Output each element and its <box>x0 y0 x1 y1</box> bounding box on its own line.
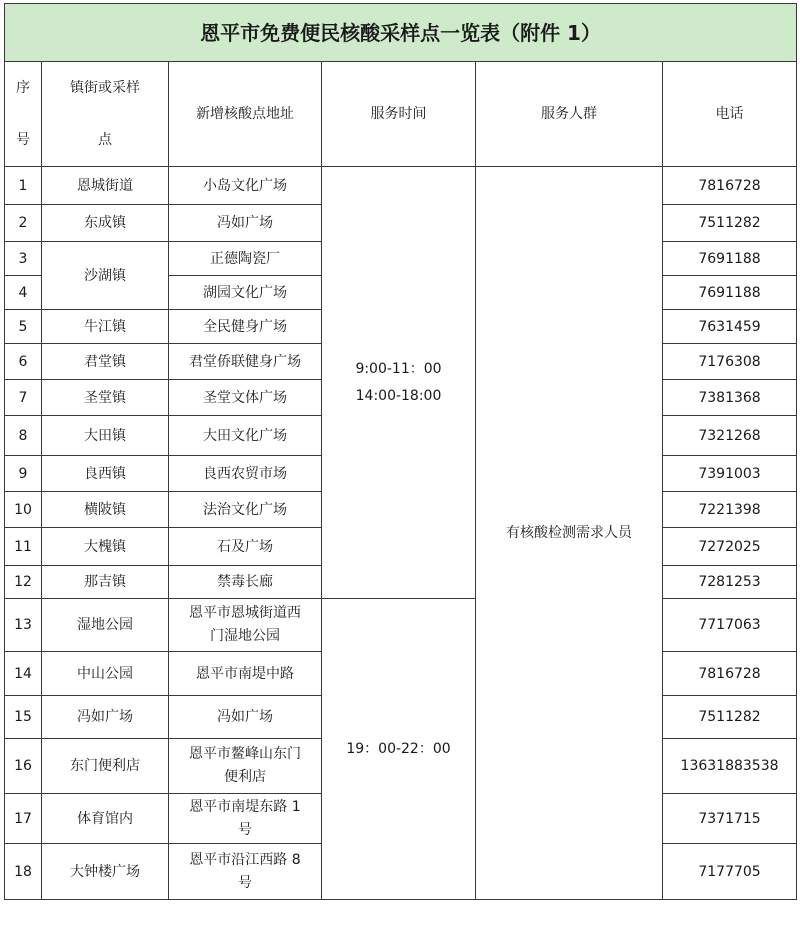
address-cell <box>169 344 322 380</box>
service-time-daytime <box>322 167 476 599</box>
phone-cell: 7221398 <box>663 492 797 528</box>
table-row <box>5 167 797 205</box>
address-line1: 石及广场 <box>217 538 273 555</box>
row-index: 6 <box>5 344 42 380</box>
service-time-evening: 19：00-22：00 <box>322 599 476 900</box>
row-index: 8 <box>5 416 42 456</box>
address-cell <box>169 416 322 456</box>
address-line1: 法治文化广场 <box>203 501 287 518</box>
address-line1: 大田文化广场 <box>203 427 287 444</box>
address-cell <box>169 380 322 416</box>
address-cell <box>169 599 322 652</box>
town-cell: 大田镇 <box>42 416 169 456</box>
service-people: 有核酸检测需求人员 <box>476 167 663 900</box>
address-line1: 正德陶瓷厂 <box>210 250 280 267</box>
address-cell <box>169 167 322 205</box>
header-index-line1: 序 <box>16 80 30 96</box>
town-cell: 良西镇 <box>42 456 169 492</box>
row-index: 10 <box>5 492 42 528</box>
row-index: 2 <box>5 205 42 242</box>
town-cell: 大钟楼广场 <box>42 844 169 900</box>
address-line2: 号 <box>238 821 252 838</box>
town-cell: 湿地公园 <box>42 599 169 652</box>
town-cell: 圣堂镇 <box>42 380 169 416</box>
phone-cell: 7177705 <box>663 844 797 900</box>
phone-cell: 7691188 <box>663 276 797 310</box>
town-cell: 冯如广场 <box>42 696 169 739</box>
phone-cell: 7381368 <box>663 380 797 416</box>
row-index: 5 <box>5 310 42 344</box>
address-line1: 冯如广场 <box>217 215 273 231</box>
header-people: 服务人群 <box>476 62 663 167</box>
row-index: 14 <box>5 652 42 696</box>
address-cell <box>169 456 322 492</box>
row-index: 17 <box>5 794 42 844</box>
address-line1: 全民健身广场 <box>203 318 287 335</box>
town-cell: 东成镇 <box>42 205 169 242</box>
address-line1: 小岛文化广场 <box>203 177 287 194</box>
row-index: 11 <box>5 528 42 566</box>
address-cell <box>169 276 322 310</box>
phone-cell: 7391003 <box>663 456 797 492</box>
phone-cell: 7321268 <box>663 416 797 456</box>
address-line1: 湖园文化广场 <box>203 284 287 301</box>
town-cell: 君堂镇 <box>42 344 169 380</box>
header-index-line2: 号 <box>16 132 30 148</box>
town-cell: 大槐镇 <box>42 528 169 566</box>
address-cell <box>169 242 322 276</box>
time-line2: 14:00-18:00 <box>355 387 442 404</box>
header-index <box>5 62 42 167</box>
address-line2: 门湿地公园 <box>210 628 280 644</box>
address-line1: 恩平市鳌峰山东门 <box>189 746 301 762</box>
row-index: 18 <box>5 844 42 900</box>
phone-cell: 13631883538 <box>663 739 797 794</box>
address-line1: 良西农贸市场 <box>203 465 287 482</box>
town-cell: 沙湖镇 <box>42 242 169 310</box>
address-cell <box>169 492 322 528</box>
town-cell: 中山公园 <box>42 652 169 696</box>
address-line1: 冯如广场 <box>217 709 273 725</box>
address-cell <box>169 696 322 739</box>
address-line1: 禁毒长廊 <box>217 574 273 590</box>
row-index: 7 <box>5 380 42 416</box>
phone-cell: 7176308 <box>663 344 797 380</box>
row-index: 4 <box>5 276 42 310</box>
row-index: 9 <box>5 456 42 492</box>
row-index: 12 <box>5 566 42 599</box>
address-cell <box>169 205 322 242</box>
sampling-points-table <box>4 3 797 900</box>
phone-cell: 7691188 <box>663 242 797 276</box>
address-line1: 恩平市沿江西路 8 <box>189 851 301 868</box>
town-cell: 横陂镇 <box>42 492 169 528</box>
address-cell <box>169 794 322 844</box>
header-town-line1: 镇街或采样 <box>70 80 140 96</box>
town-cell: 牛江镇 <box>42 310 169 344</box>
row-index: 15 <box>5 696 42 739</box>
header-time: 服务时间 <box>322 62 476 167</box>
header-town-line2: 点 <box>98 132 112 148</box>
header-row <box>5 62 797 167</box>
phone-cell: 7717063 <box>663 599 797 652</box>
table-title: 恩平市免费便民核酸采样点一览表（附件 1） <box>5 4 797 62</box>
address-cell <box>169 566 322 599</box>
phone-cell: 7631459 <box>663 310 797 344</box>
phone-cell: 7371715 <box>663 794 797 844</box>
address-line2: 便利店 <box>224 769 266 785</box>
time-line1: 9:00-11：00 <box>355 360 442 377</box>
phone-cell: 7281253 <box>663 566 797 599</box>
address-cell <box>169 310 322 344</box>
row-index: 16 <box>5 739 42 794</box>
header-phone: 电话 <box>663 62 797 167</box>
town-cell: 恩城街道 <box>42 167 169 205</box>
phone-cell: 7511282 <box>663 696 797 739</box>
town-cell: 体育馆内 <box>42 794 169 844</box>
row-index: 13 <box>5 599 42 652</box>
town-cell: 那吉镇 <box>42 566 169 599</box>
address-line1: 恩平市恩城街道西 <box>189 605 301 621</box>
address-cell <box>169 739 322 794</box>
town-cell: 东门便利店 <box>42 739 169 794</box>
address-cell <box>169 528 322 566</box>
address-line1: 恩平市南堤东路 1 <box>189 798 301 815</box>
address-cell <box>169 652 322 696</box>
address-cell <box>169 844 322 900</box>
address-line1: 君堂侨联健身广场 <box>189 353 301 370</box>
phone-cell: 7816728 <box>663 167 797 205</box>
header-town <box>42 62 169 167</box>
header-address: 新增核酸点地址 <box>169 62 322 167</box>
address-line1: 圣堂文体广场 <box>203 389 287 406</box>
row-index: 1 <box>5 167 42 205</box>
phone-cell: 7816728 <box>663 652 797 696</box>
phone-cell: 7511282 <box>663 205 797 242</box>
phone-cell: 7272025 <box>663 528 797 566</box>
row-index: 3 <box>5 242 42 276</box>
table-row <box>5 599 797 652</box>
address-line2: 号 <box>238 874 252 891</box>
address-line1: 恩平市南堤中路 <box>196 665 294 682</box>
